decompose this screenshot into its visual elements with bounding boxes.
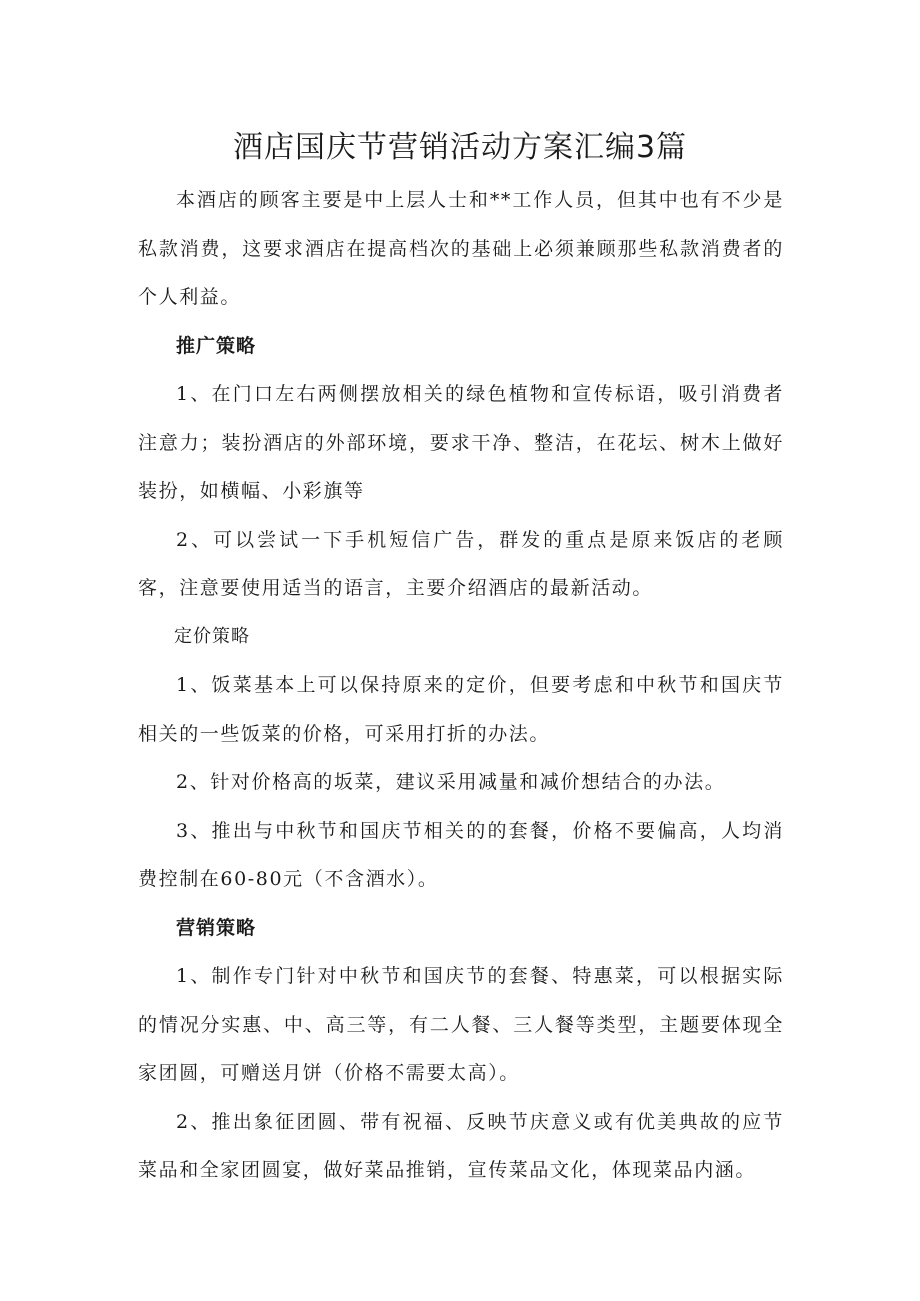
marketing-item-2: 2、推出象征团圆、带有祝福、反映节庆意义或有优美典故的应节菜品和全家团圆宴，做好菜品推销，宣传菜品文化，体现菜品内涵。 (138, 1110, 784, 1181)
pricing-item-2: 2、针对价格高的坂菜，建议采用减量和减价想结合的办法。 (176, 771, 726, 793)
document-title: 酒店国庆节营销活动方案汇编3篇 (232, 130, 688, 165)
section-heading-marketing: 营销策略 (176, 916, 257, 939)
promotion-item-1: 1、在门口左右两侧摆放相关的绿色植物和宣传标语，吸引消费者注意力；装扮酒店的外部环境，要求干净、整洁，在花坛、树木上做好装扮，如横幅、小彩旗等 (138, 383, 784, 502)
pricing-item-3: 3、推出与中秋节和国庆节相关的的套餐，价格不要偏高，人均消费控制在60-80元（不含酒水）。 (138, 819, 784, 890)
document-body (138, 176, 784, 1195)
intro-paragraph: 本酒店的顾客主要是中上层人士和**工作人员，但其中也有不少是私款消费，这要求酒店在提高档次的基础上必须兼顾那些私款消费者的个人利益。 (138, 189, 784, 308)
section-heading-promotion: 推广策略 (176, 334, 257, 357)
promotion-item-2: 2、可以尝试一下手机短信广告，群发的重点是原来饭店的老顾客，注意要使用适当的语言，主要介绍酒店的最新活动。 (138, 528, 784, 599)
marketing-item-1: 1、制作专门针对中秋节和国庆节的套餐、特惠菜，可以根据实际的情况分实惠、中、高三等，有二人餐、三人餐等类型，主题要体现全家团圆，可赠送月饼（价格不需要太高）。 (138, 965, 784, 1084)
section-heading-pricing: 定价策略 (174, 625, 250, 647)
pricing-item-1: 1、饭菜基本上可以保持原来的定价，但要考虑和中秋节和国庆节相关的一些饭菜的价格，可采用打折的办法。 (138, 674, 784, 745)
